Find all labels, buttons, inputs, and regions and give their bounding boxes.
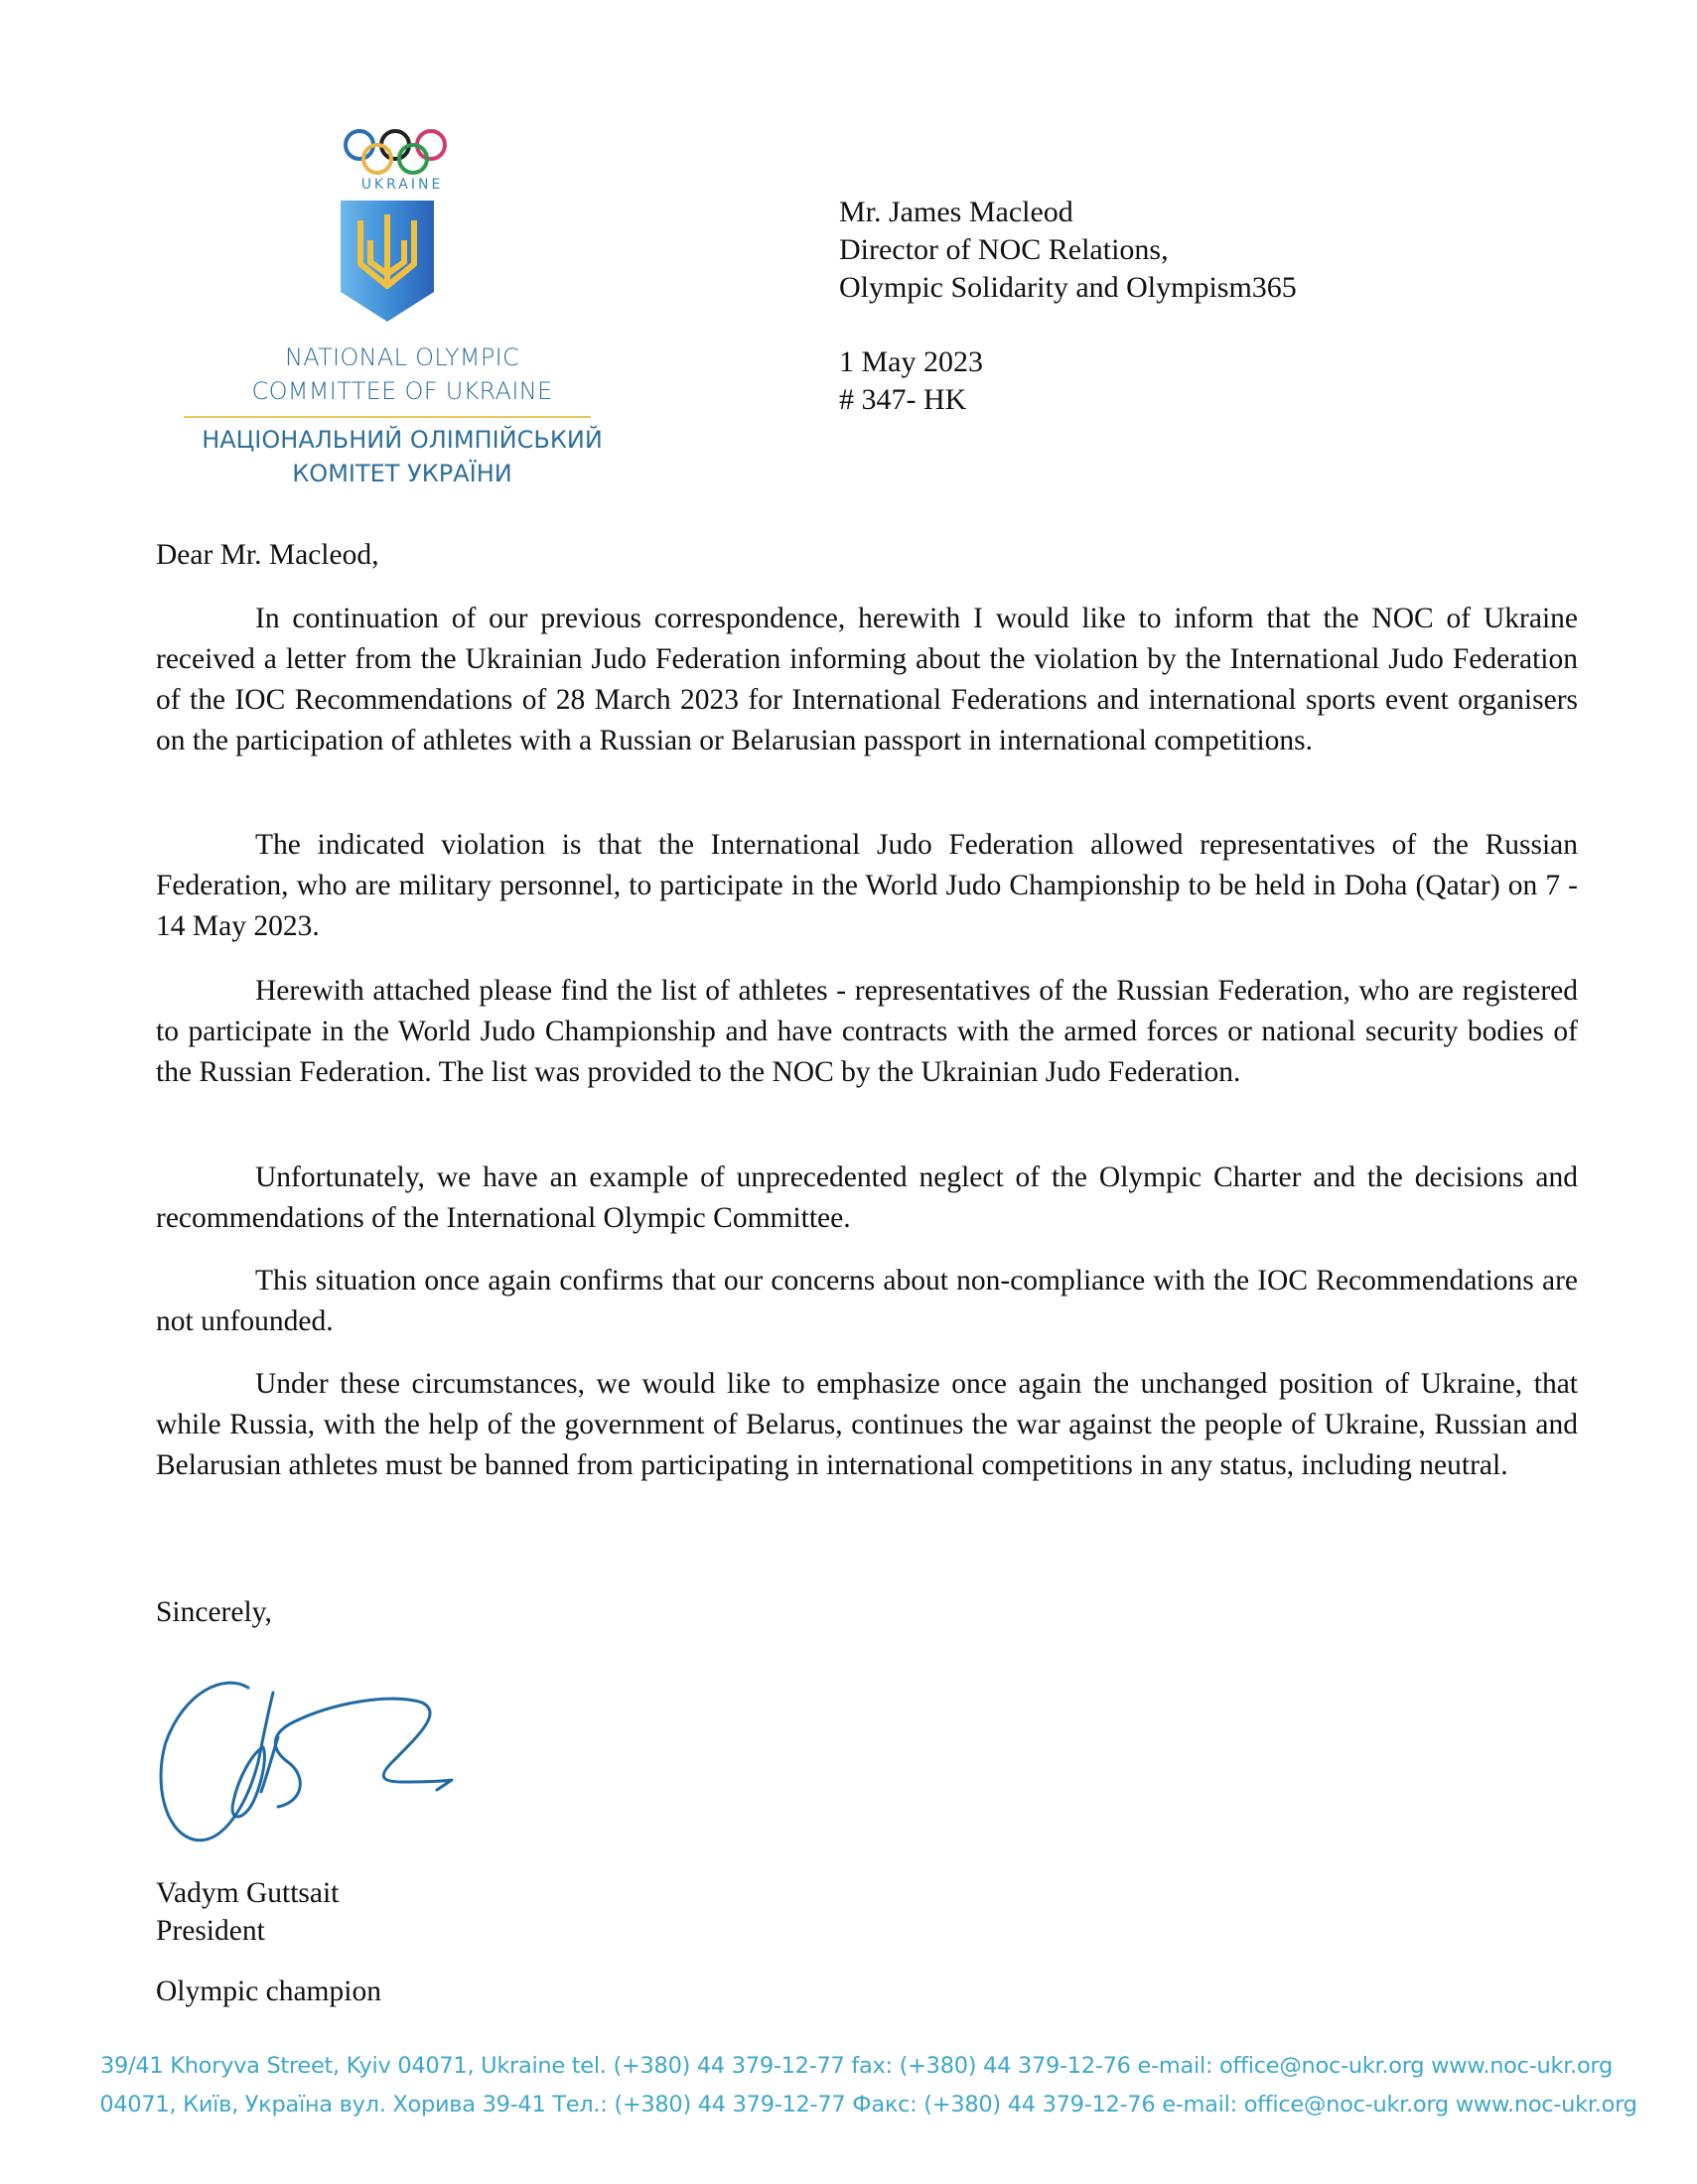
signer-name: Vadym Guttsait: [156, 1877, 340, 1909]
signer-distinction: Olympic champion: [156, 1976, 381, 2007]
org-name-en-line2: COMMITTEE OF UKRAINE: [251, 377, 553, 405]
body-paragraph: Unfortunately, we have an example of unprecedented neglect of the Olympic Charter and the decisions and recommendations of the International Olympic Committee.: [156, 1161, 1578, 1234]
letterhead-divider: [184, 416, 591, 418]
org-name-uk-line2: КОМІТЕТ УКРАЇНИ: [292, 460, 512, 487]
recipient-title: Director of NOC Relations,: [839, 233, 1169, 266]
body-paragraph: In continuation of our previous correspondence, herewith I would like to inform that the NOC of Ukraine received a letter from the Ukrainian Judo Federation informing about the violation by the International Judo Federation of the IOC Recommendations of 28 March 2023 for International Federations and international sports event organisers on the participation of athletes with a Russian or Belarusian passport in international competitions.: [156, 603, 1578, 756]
closing: Sincerely,: [156, 1596, 272, 1628]
footer-contact-ukrainian: 04071, Київ, Україна вул. Хорива 39-41 Тел.: (+380) 44 379-12-77 Факс: (+380) 44 379-12-76 e-mail: office@noc-ukr.org www.noc-ukr.org: [99, 2092, 1637, 2117]
recipient-name: Mr. James Macleod: [839, 196, 1073, 228]
letter-date: 1 May 2023: [839, 345, 983, 378]
recipient-department: Olympic Solidarity and Olympism365: [839, 271, 1297, 304]
signer-title: President: [156, 1915, 265, 1947]
letter-meta: [839, 343, 983, 419]
salutation: Dear Mr. Macleod,: [156, 539, 379, 571]
signer-block: [156, 1874, 1578, 1950]
olympic-rings-icon: [338, 127, 457, 177]
reference-number: # 347- HK: [839, 383, 967, 416]
org-name-uk-line1: НАЦІОНАЛЬНИЙ ОЛІМПІЙСЬКИЙ: [202, 426, 603, 454]
signature-icon: [154, 1653, 472, 1851]
org-name-en-line1: NATIONAL OLYMPIC: [284, 343, 520, 371]
body-paragraph: The indicated violation is that the International Judo Federation allowed representatives of the Russian Federation, who are military personnel, to participate in the World Judo Championship to be held in Doha (Qatar) on 7 - 14 May 2023.: [156, 829, 1578, 942]
body-paragraph: This situation once again confirms that our concerns about non-compliance with the IOC Recommendations are not unfounded.: [156, 1265, 1578, 1337]
org-name-english: [179, 341, 626, 408]
logo-country-label: UKRAINE: [360, 177, 444, 193]
body-paragraph: Under these circumstances, we would like to emphasize once again the unchanged position of Ukraine, that while Russia, with the help of the government of Belarus, continues the war against the people of Ukraine, Russian and Belarusian athletes must be banned from participating in international competitions in any status, including neutral.: [156, 1368, 1578, 1481]
trident-shield-icon: [341, 201, 434, 322]
recipient-address: [839, 194, 1297, 307]
footer-contact-english: 39/41 Khoryva Street, Kyiv 04071, Ukraine tel. (+380) 44 379-12-77 fax: (+380) 44 379-12-76 e-mail: office@noc-ukr.org www.noc-ukr.org: [100, 2053, 1613, 2079]
body-paragraph: Herewith attached please find the list of athletes - representatives of the Russian Federation, who are registered to participate in the World Judo Championship and have contracts with the armed forces or national security bodies of the Russian Federation. The list was provided to the NOC by the Ukrainian Judo Federation.: [156, 975, 1578, 1088]
org-name-ukrainian: [179, 423, 626, 490]
